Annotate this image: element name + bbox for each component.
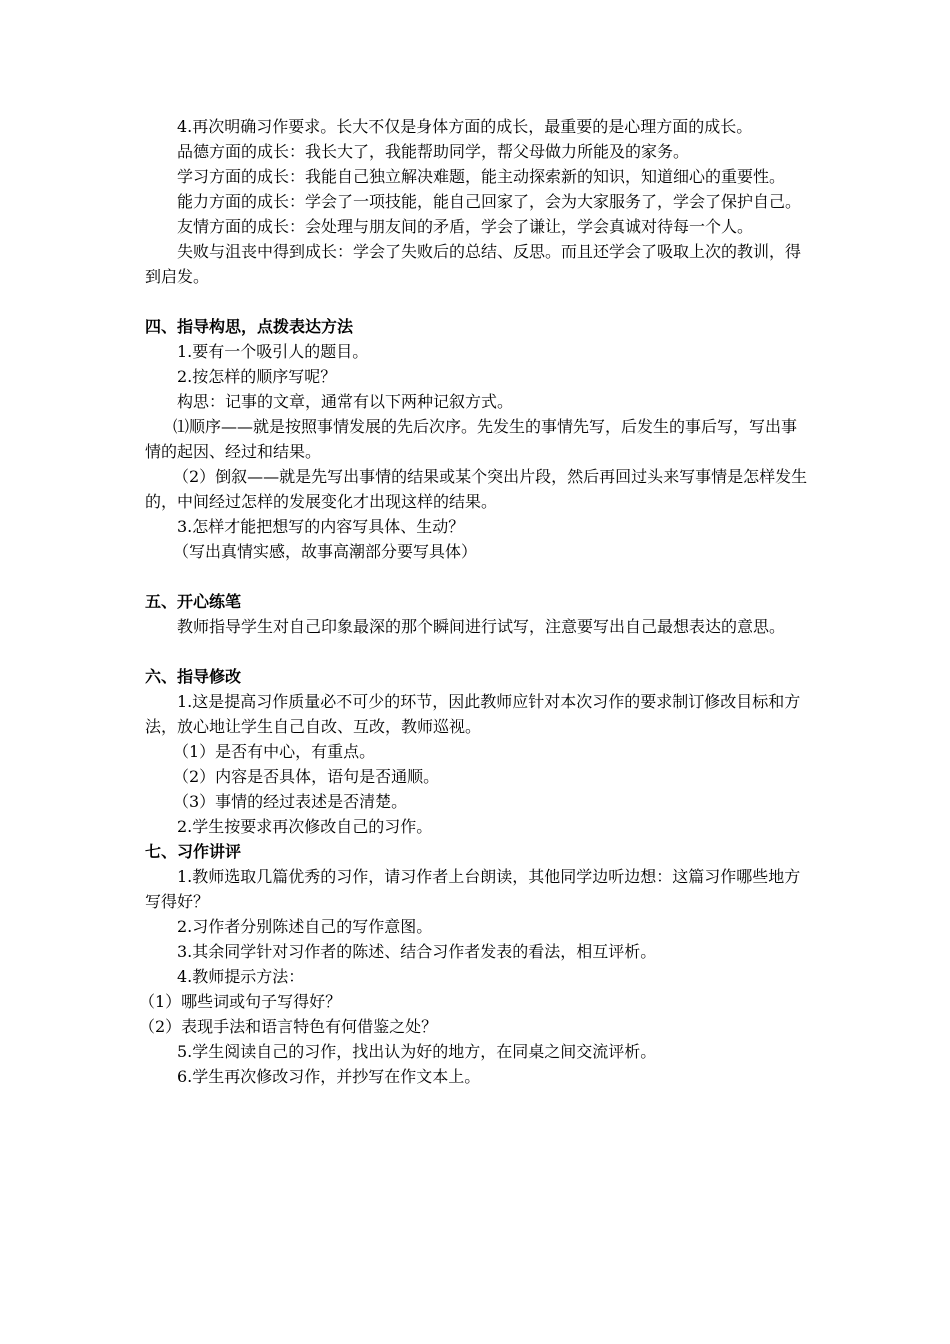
paragraph: （2）内容是否具体，语句是否通顺。: [173, 767, 440, 786]
paragraph: （2）表现手法和语言特色有何借鉴之处？: [139, 1017, 438, 1036]
section-heading-4: 四、指导构思，点拨表达方法: [145, 317, 354, 336]
paragraph: （1）是否有中心，有重点。: [173, 742, 376, 761]
paragraph: 2.学生按要求再次修改自己的习作。: [177, 817, 433, 836]
paragraph: 教师指导学生对自己印象最深的那个瞬间进行试写，注意要写出自己最想表达的意思。: [177, 617, 786, 636]
section-heading-5: 五、开心练笔: [145, 592, 242, 611]
paragraph: 友情方面的成长：会处理与朋友间的矛盾，学会了谦让，学会真诚对待每一个人。: [177, 217, 754, 236]
paragraph: 2.习作者分别陈述自己的写作意图。: [177, 917, 433, 936]
paragraph: 1.教师选取几篇优秀的习作，请习作者上台朗读，其他同学边听边想：这篇习作哪些地方写得好？: [145, 867, 801, 911]
paragraph: ⑴顺序——就是按照事情发展的先后次序。先发生的事情先写，后发生的事后写，写出事情的起因、经过和结果。: [145, 417, 798, 461]
paragraph: 1.这是提高习作质量必不可少的环节，因此教师应针对本次习作的要求制订修改目标和方法，放心地让学生自己自改、互改，教师巡视。: [145, 692, 801, 736]
paragraph: 能力方面的成长：学会了一项技能，能自己回家了，会为大家服务了，学会了保护自己。: [177, 192, 802, 211]
paragraph: （3）事情的经过表述是否清楚。: [173, 792, 408, 811]
spacer: [145, 564, 811, 589]
document-body: [139, 114, 811, 1089]
paragraph: 1.要有一个吸引人的题目。: [177, 342, 369, 361]
spacer: [145, 289, 811, 314]
section-heading-7: 七、习作讲评: [145, 842, 242, 861]
paragraph: 6.学生再次修改习作，并抄写在作文本上。: [177, 1067, 481, 1086]
paragraph: 失败与沮丧中得到成长：学会了失败后的总结、反思。而且还学会了吸取上次的教训，得到启发。: [145, 242, 802, 286]
section-heading-6: 六、指导修改: [145, 667, 242, 686]
spacer: [145, 639, 811, 664]
paragraph: 品德方面的成长：我长大了，我能帮助同学，帮父母做力所能及的家务。: [177, 142, 690, 161]
paragraph: （2）倒叙——就是先写出事情的结果或某个突出片段，然后再回过头来写事情是怎样发生的，中间经过怎样的发展变化才出现这样的结果。: [145, 467, 808, 511]
paragraph: 学习方面的成长：我能自己独立解决难题，能主动探索新的知识，知道细心的重要性。: [177, 167, 786, 186]
paragraph: 3.其余同学针对习作者的陈述、结合习作者发表的看法，相互评析。: [177, 942, 657, 961]
paragraph: 4.再次明确习作要求。长大不仅是身体方面的成长，最重要的是心理方面的成长。: [177, 117, 753, 136]
paragraph: （1）哪些词或句子写得好？: [139, 992, 342, 1011]
paragraph: 4.教师提示方法：: [177, 967, 305, 986]
paragraph: （写出真情实感，故事高潮部分要写具体）: [173, 542, 478, 561]
paragraph: 5.学生阅读自己的习作，找出认为好的地方，在同桌之间交流评析。: [177, 1042, 657, 1061]
paragraph: 构思：记事的文章，通常有以下两种记叙方式。: [177, 392, 514, 411]
paragraph: 3.怎样才能把想写的内容写具体、生动？: [177, 517, 465, 536]
paragraph: 2.按怎样的顺序写呢？: [177, 367, 337, 386]
